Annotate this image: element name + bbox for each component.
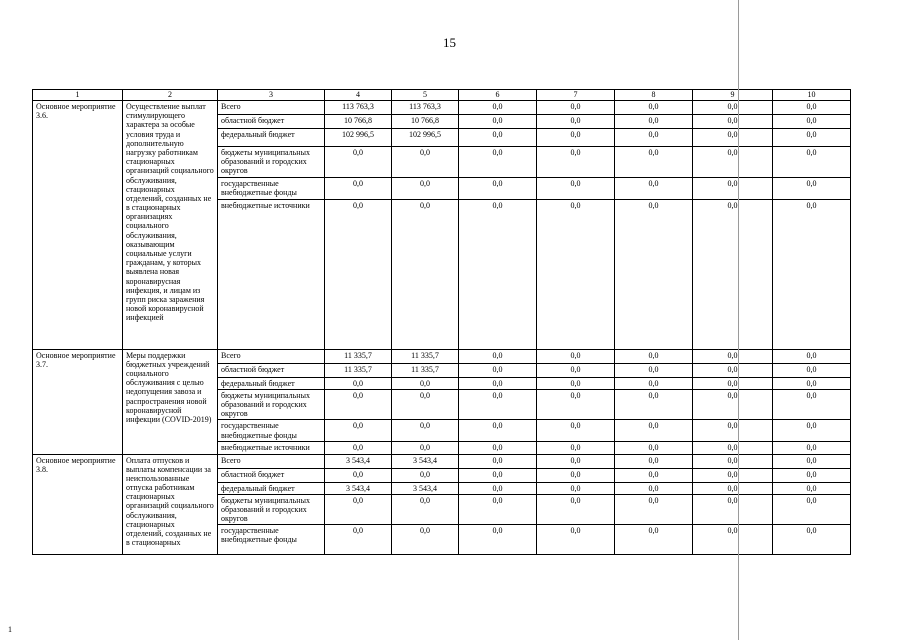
- measure-code: Основное мероприятие 3.8.: [33, 454, 123, 555]
- header-row: [33, 90, 851, 101]
- amount-cell: 0,0: [693, 420, 773, 442]
- amount-cell: 0,0: [459, 115, 537, 129]
- table-row: [33, 454, 851, 468]
- amount-cell: 0,0: [325, 377, 392, 389]
- amount-cell: 0,0: [325, 468, 392, 482]
- column-header-3: 3: [218, 90, 325, 101]
- amount-cell: 0,0: [615, 129, 693, 147]
- amount-cell: 0,0: [693, 349, 773, 363]
- amount-cell: 0,0: [325, 199, 392, 349]
- amount-cell: 0,0: [459, 129, 537, 147]
- page-number: 15: [443, 35, 456, 50]
- amount-cell: 0,0: [459, 482, 537, 494]
- amount-cell: 0,0: [693, 468, 773, 482]
- funding-source: Всего: [218, 349, 325, 363]
- amount-cell: 0,0: [773, 454, 851, 468]
- amount-cell: 0,0: [773, 147, 851, 178]
- funding-source: государственные внебюджетные фонды: [218, 420, 325, 442]
- amount-cell: 0,0: [392, 377, 459, 389]
- amount-cell: 0,0: [773, 494, 851, 525]
- amount-cell: 102 996,5: [392, 129, 459, 147]
- amount-cell: 0,0: [537, 420, 615, 442]
- amount-cell: 0,0: [615, 420, 693, 442]
- amount-cell: 0,0: [615, 454, 693, 468]
- amount-cell: 0,0: [615, 177, 693, 199]
- amount-cell: 113 763,3: [325, 101, 392, 115]
- funding-source: федеральный бюджет: [218, 377, 325, 389]
- table-row: [33, 349, 851, 363]
- amount-cell: 0,0: [537, 147, 615, 178]
- amount-cell: 0,0: [459, 442, 537, 454]
- amount-cell: 0,0: [537, 129, 615, 147]
- amount-cell: 0,0: [773, 525, 851, 555]
- scan-artifact-line: [738, 0, 739, 640]
- amount-cell: 0,0: [459, 177, 537, 199]
- amount-cell: 0,0: [773, 199, 851, 349]
- amount-cell: 0,0: [693, 525, 773, 555]
- amount-cell: 0,0: [773, 420, 851, 442]
- amount-cell: 11 335,7: [392, 363, 459, 377]
- amount-cell: 0,0: [537, 115, 615, 129]
- amount-cell: 113 763,3: [392, 101, 459, 115]
- funding-source: федеральный бюджет: [218, 129, 325, 147]
- measure-name: Меры поддержки бюджетных учреждений социального обслуживания с целью недопущения завоза и распространения новой коронавирусной инфекции (COVID-2019): [123, 349, 218, 454]
- amount-cell: 0,0: [459, 363, 537, 377]
- amount-cell: 0,0: [537, 377, 615, 389]
- amount-cell: 0,0: [392, 442, 459, 454]
- amount-cell: 0,0: [537, 525, 615, 555]
- amount-cell: 0,0: [537, 482, 615, 494]
- amount-cell: 0,0: [325, 494, 392, 525]
- amount-cell: 0,0: [392, 420, 459, 442]
- amount-cell: 0,0: [459, 420, 537, 442]
- amount-cell: 10 766,8: [325, 115, 392, 129]
- measure-name: Оплата отпусков и выплаты компенсации за неиспользованные отпуска работникам стационарных организаций социального обслуживания, стационарных отделений, созданных не в стационарных: [123, 454, 218, 555]
- amount-cell: 3 543,4: [325, 482, 392, 494]
- funding-source: бюджеты муниципальных образований и городских округов: [218, 494, 325, 525]
- amount-cell: 0,0: [459, 199, 537, 349]
- amount-cell: 0,0: [537, 468, 615, 482]
- amount-cell: 0,0: [459, 389, 537, 420]
- amount-cell: 0,0: [459, 349, 537, 363]
- column-header-6: 6: [459, 90, 537, 101]
- amount-cell: 0,0: [325, 389, 392, 420]
- amount-cell: 0,0: [459, 525, 537, 555]
- amount-cell: 0,0: [693, 442, 773, 454]
- amount-cell: 0,0: [693, 177, 773, 199]
- column-header-10: 10: [773, 90, 851, 101]
- amount-cell: 0,0: [693, 377, 773, 389]
- amount-cell: 0,0: [773, 482, 851, 494]
- amount-cell: 10 766,8: [392, 115, 459, 129]
- amount-cell: 0,0: [392, 199, 459, 349]
- funding-source: государственные внебюджетные фонды: [218, 525, 325, 555]
- amount-cell: 11 335,7: [325, 349, 392, 363]
- amount-cell: 11 335,7: [325, 363, 392, 377]
- amount-cell: 0,0: [325, 442, 392, 454]
- amount-cell: 0,0: [392, 147, 459, 178]
- amount-cell: 0,0: [773, 177, 851, 199]
- amount-cell: 0,0: [459, 147, 537, 178]
- funding-source: областной бюджет: [218, 363, 325, 377]
- amount-cell: 0,0: [537, 454, 615, 468]
- amount-cell: 0,0: [537, 363, 615, 377]
- funding-source: областной бюджет: [218, 468, 325, 482]
- amount-cell: 0,0: [693, 101, 773, 115]
- amount-cell: 0,0: [325, 177, 392, 199]
- measure-code: Основное мероприятие 3.7.: [33, 349, 123, 454]
- amount-cell: 0,0: [615, 115, 693, 129]
- amount-cell: 0,0: [537, 101, 615, 115]
- amount-cell: 0,0: [773, 115, 851, 129]
- amount-cell: 0,0: [392, 468, 459, 482]
- amount-cell: 0,0: [615, 363, 693, 377]
- column-header-4: 4: [325, 90, 392, 101]
- amount-cell: 0,0: [693, 454, 773, 468]
- amount-cell: 0,0: [615, 349, 693, 363]
- amount-cell: 0,0: [693, 147, 773, 178]
- amount-cell: 0,0: [773, 377, 851, 389]
- table-row: [33, 101, 851, 115]
- amount-cell: 0,0: [693, 389, 773, 420]
- amount-cell: 0,0: [392, 525, 459, 555]
- amount-cell: 0,0: [615, 442, 693, 454]
- column-header-5: 5: [392, 90, 459, 101]
- amount-cell: 0,0: [615, 482, 693, 494]
- amount-cell: 0,0: [537, 494, 615, 525]
- amount-cell: 0,0: [615, 199, 693, 349]
- amount-cell: 0,0: [773, 363, 851, 377]
- funding-source: бюджеты муниципальных образований и городских округов: [218, 147, 325, 178]
- column-header-1: 1: [33, 90, 123, 101]
- amount-cell: 3 543,4: [325, 454, 392, 468]
- amount-cell: 0,0: [459, 101, 537, 115]
- amount-cell: 0,0: [693, 115, 773, 129]
- amount-cell: 0,0: [325, 147, 392, 178]
- amount-cell: 0,0: [537, 199, 615, 349]
- column-header-7: 7: [537, 90, 615, 101]
- funding-source: внебюджетные источники: [218, 199, 325, 349]
- budget-table: [32, 89, 851, 555]
- column-header-8: 8: [615, 90, 693, 101]
- corner-mark: 1: [8, 625, 12, 634]
- amount-cell: 0,0: [615, 377, 693, 389]
- amount-cell: 0,0: [392, 494, 459, 525]
- amount-cell: 0,0: [615, 147, 693, 178]
- column-header-2: 2: [123, 90, 218, 101]
- amount-cell: 0,0: [615, 389, 693, 420]
- amount-cell: 0,0: [693, 199, 773, 349]
- amount-cell: 0,0: [392, 389, 459, 420]
- amount-cell: 0,0: [615, 525, 693, 555]
- amount-cell: 0,0: [459, 377, 537, 389]
- amount-cell: 0,0: [773, 442, 851, 454]
- amount-cell: 0,0: [459, 494, 537, 525]
- funding-source: внебюджетные источники: [218, 442, 325, 454]
- amount-cell: 0,0: [773, 349, 851, 363]
- amount-cell: 0,0: [773, 389, 851, 420]
- amount-cell: 3 543,4: [392, 454, 459, 468]
- amount-cell: 0,0: [325, 420, 392, 442]
- funding-source: Всего: [218, 454, 325, 468]
- amount-cell: 3 543,4: [392, 482, 459, 494]
- funding-source: федеральный бюджет: [218, 482, 325, 494]
- funding-source: государственные внебюджетные фонды: [218, 177, 325, 199]
- amount-cell: 0,0: [615, 468, 693, 482]
- amount-cell: 0,0: [459, 468, 537, 482]
- funding-source: бюджеты муниципальных образований и городских округов: [218, 389, 325, 420]
- amount-cell: 0,0: [537, 389, 615, 420]
- amount-cell: 102 996,5: [325, 129, 392, 147]
- amount-cell: 0,0: [773, 101, 851, 115]
- measure-code: Основное мероприятие 3.6.: [33, 101, 123, 350]
- amount-cell: 0,0: [693, 363, 773, 377]
- amount-cell: 0,0: [693, 129, 773, 147]
- funding-source: Всего: [218, 101, 325, 115]
- column-header-9: 9: [693, 90, 773, 101]
- amount-cell: 0,0: [325, 525, 392, 555]
- amount-cell: 0,0: [693, 494, 773, 525]
- amount-cell: 0,0: [537, 442, 615, 454]
- amount-cell: 0,0: [615, 101, 693, 115]
- amount-cell: 0,0: [773, 129, 851, 147]
- amount-cell: 0,0: [537, 349, 615, 363]
- amount-cell: 0,0: [693, 482, 773, 494]
- measure-name: Осуществление выплат стимулирующего характера за особые условия труда и дополнительную нагрузку работникам стационарных организаций социального обслуживания, стационарных отделений, созданных не в стационарных организациях социального обслуживания, оказывающим социальные услуги гражданам, у которых выявлена новая коронавирусная инфекция, и лицам из групп риска заражения новой коронавирусной инфекцией: [123, 101, 218, 350]
- amount-cell: 0,0: [615, 494, 693, 525]
- amount-cell: 0,0: [773, 468, 851, 482]
- amount-cell: 11 335,7: [392, 349, 459, 363]
- amount-cell: 0,0: [459, 454, 537, 468]
- amount-cell: 0,0: [537, 177, 615, 199]
- funding-source: областной бюджет: [218, 115, 325, 129]
- amount-cell: 0,0: [392, 177, 459, 199]
